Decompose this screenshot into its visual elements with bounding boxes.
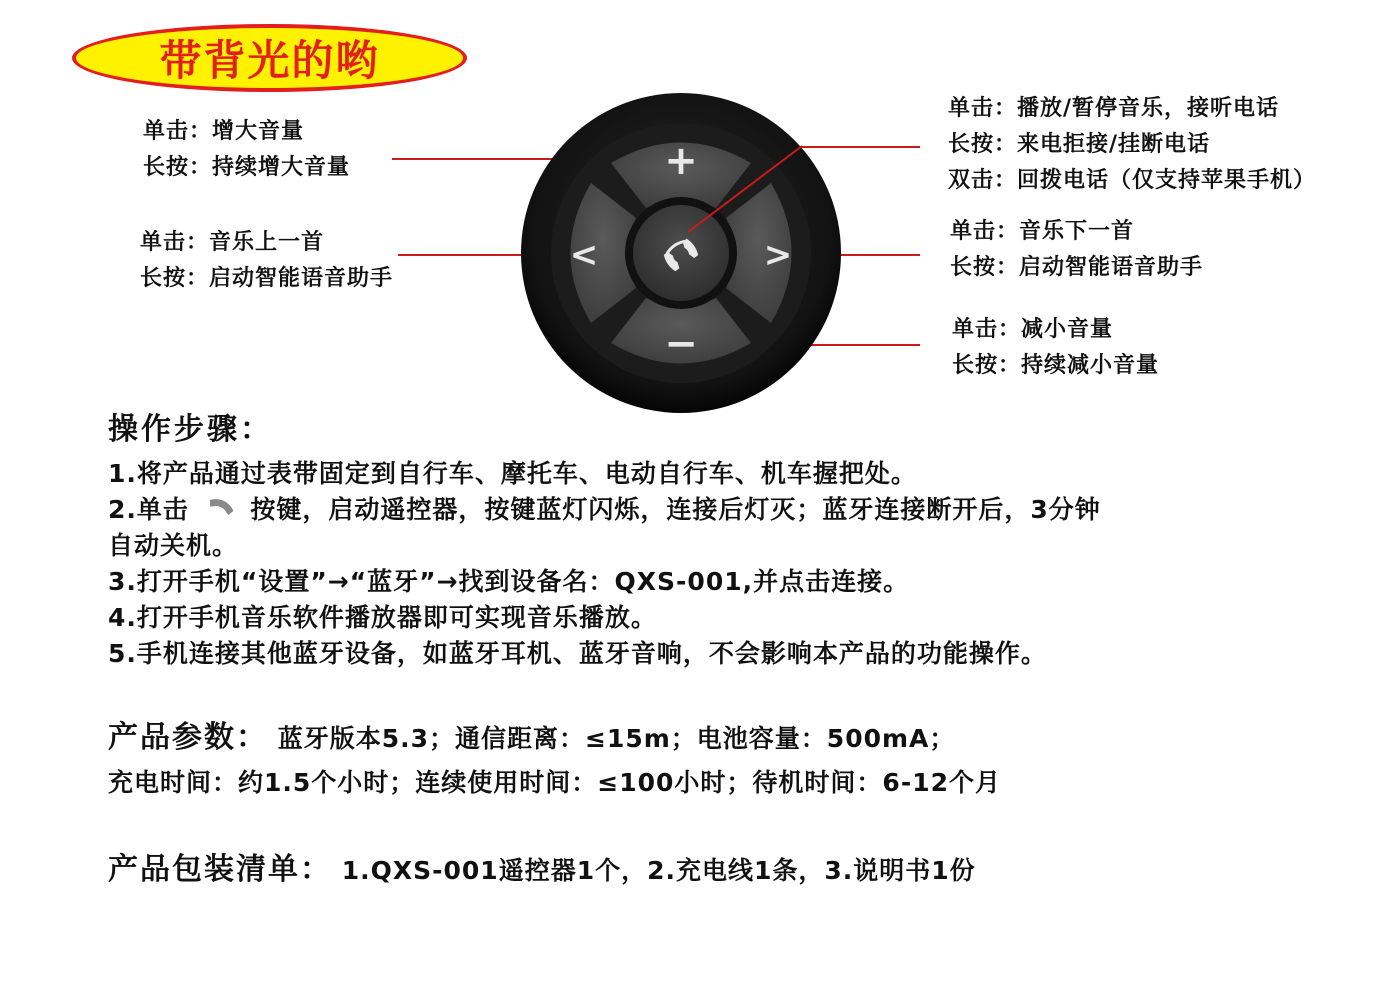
remote-control-illustration [520,92,842,414]
step-2 [108,492,1101,528]
callout-phone-line1: 单击：播放/暂停音乐，接听电话 [948,96,1280,121]
phone-handset-icon [203,497,237,525]
callout-plus-line1: 单击：增大音量 [143,119,305,144]
params-line2: 充电时间：约1.5个小时；连续使用时间：≤100小时；待机时间：6-12个月 [108,768,1001,797]
callout-next-line1: 单击：音乐下一首 [950,219,1135,244]
params-line1: 蓝牙版本5.3；通信距离：≤15m；电池容量：500mA； [277,724,956,753]
minus-icon: − [664,321,698,367]
callout-minus-line2: 长按：持续减小音量 [952,353,1160,378]
chevron-right-icon: > [763,235,793,275]
callout-minus-line1: 单击：减小音量 [952,317,1114,342]
step-3: 3.打开手机“设置”→“蓝牙”→找到设备名：QXS-001,并点击连接。 [108,567,910,596]
callout-prev-line1: 单击：音乐上一首 [140,230,325,255]
steps-heading: 操作步骤： [108,412,273,447]
step-2-suffix: 按键，启动遥控器，按键蓝灯闪烁，连接后灯灭；蓝牙连接断开后，3分钟 [250,495,1101,524]
params-section [108,716,1001,805]
package-contents: 1.QXS-001遥控器1个，2.充电线1条，3.说明书1份 [341,856,976,885]
step-1: 1.将产品通过表带固定到自行车、摩托车、电动自行车、机车握把处。 [108,459,917,488]
callout-plus [143,114,350,186]
step-2-prefix: 2.单击 [108,495,189,524]
package-section [108,844,976,888]
callout-prev [140,225,393,297]
package-label: 产品包装清单： [108,852,332,887]
callout-minus [952,312,1159,384]
params-label: 产品参数： [108,720,268,755]
callout-prev-line2: 长按：启动智能语音助手 [140,266,394,291]
chevron-left-icon: < [569,235,599,275]
phone-button [633,205,729,301]
plus-icon: + [664,138,698,184]
steps-section [108,404,1101,672]
callout-phone-line2: 长按：来电拒接/挂断电话 [948,132,1211,157]
badge-text: 带背光的哟 [159,36,380,85]
callout-plus-line2: 长按：持续增大音量 [143,155,351,180]
callout-next-line2: 长按：启动智能语音助手 [950,255,1204,280]
callout-next [950,214,1203,286]
step-2-continued: 自动关机。 [108,531,239,560]
callout-phone [948,91,1316,199]
callout-phone-line3: 双击：回拨电话（仅支持苹果手机） [948,168,1317,193]
backlight-badge [72,24,467,92]
step-5: 5.手机连接其他蓝牙设备，如蓝牙耳机、蓝牙音响，不会影响本产品的功能操作。 [108,639,1047,668]
step-4: 4.打开手机音乐软件播放器即可实现音乐播放。 [108,603,657,632]
